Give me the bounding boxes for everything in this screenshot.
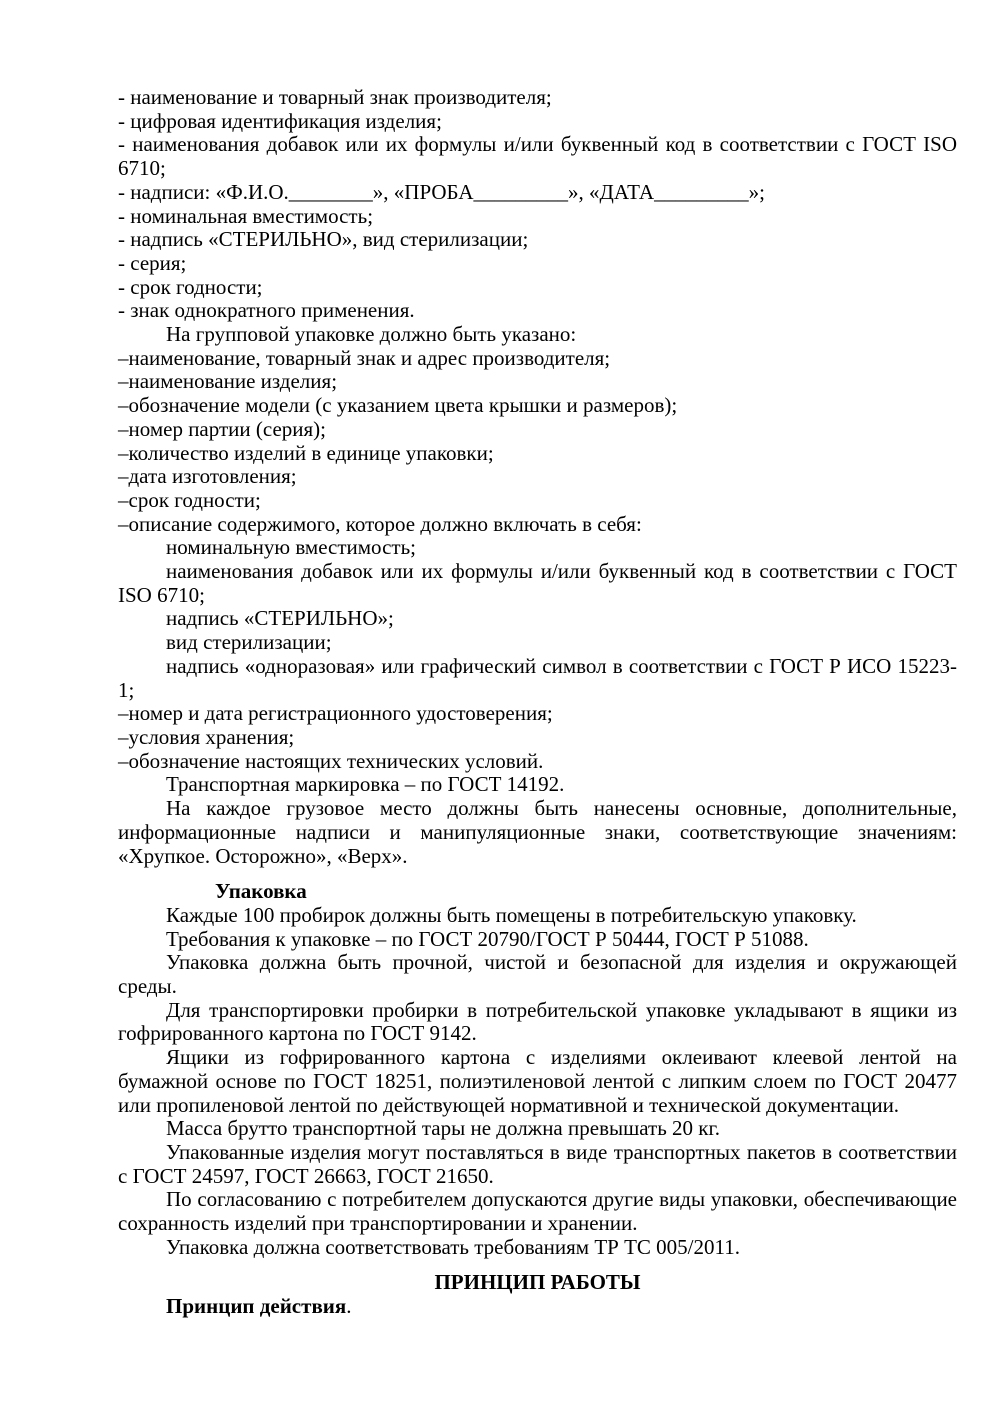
packaging-paragraph: Упаковка должна соответствовать требованиям ТР ТС 005/2011.	[166, 1234, 740, 1259]
transport-marking-paragraph: Транспортная маркировка – по ГОСТ 14192.	[166, 772, 565, 797]
packaging-paragraph: Упакованные изделия могут поставляться в виде транспортных пакетов в соответствии с ГОСТ 24597, ГОСТ 26663, ГОСТ 21650.	[118, 1139, 957, 1188]
group-marking-intro: На групповой упаковке должно быть указано:	[166, 322, 577, 347]
group-marking-item: –описание содержимого, которое должно включать в себя:	[118, 511, 642, 536]
group-marking-item: –условия хранения;	[118, 724, 295, 749]
packaging-paragraph: Упаковка должна быть прочной, чистой и безопасной для изделия и окружающей среды.	[118, 950, 957, 999]
packaging-paragraph: Каждые 100 пробирок должны быть помещены в потребительскую упаковку.	[166, 902, 857, 927]
group-marking-item: –номер партии (серия);	[118, 416, 327, 441]
unit-marking-item: - знак однократного применения.	[118, 298, 415, 323]
group-marking-item: –обозначение настоящих технических условий.	[118, 748, 544, 773]
group-marking-item: –наименование изделия;	[118, 369, 338, 394]
unit-marking-item: - надпись «СТЕРИЛЬНО», вид стерилизации;	[118, 227, 529, 252]
principle-heading: ПРИНЦИП РАБОТЫ	[434, 1270, 641, 1295]
group-marking-item: –количество изделий в единице упаковки;	[118, 440, 494, 465]
group-marking-item: –дата изготовления;	[118, 464, 297, 489]
content-description-item: надпись «СТЕРИЛЬНО»;	[166, 606, 394, 631]
principle-subheading-period: .	[346, 1294, 352, 1319]
unit-marking-item: - наименования добавок или их формулы и/или буквенный код в соответствии с ГОСТ ISO 6710;	[118, 132, 957, 181]
unit-marking-item: - номинальная вместимость;	[118, 203, 374, 228]
principle-subheading	[118, 1295, 957, 1319]
content-description-item: надпись «одноразовая» или графический символ в соответствии с ГОСТ Р ИСО 15223-1;	[118, 653, 957, 702]
cargo-marking-paragraph: На каждое грузовое место должны быть нанесены основные, дополнительные, информационные надписи и манипуляционные знаки, соответствующие значениям: «Хрупкое. Осторожно», «Верх».	[118, 796, 957, 868]
unit-marking-item: - наименование и товарный знак производителя;	[118, 85, 552, 109]
packaging-paragraph: Для транспортировки пробирки в потребительской упаковке укладывают в ящики из гофрированного картона по ГОСТ 9142.	[118, 997, 957, 1046]
unit-marking-item: - срок годности;	[118, 274, 263, 299]
packaging-heading: Упаковка	[215, 879, 307, 904]
document-body	[118, 86, 957, 1319]
packaging-paragraph: Масса брутто транспортной тары не должна превышать 20 кг.	[166, 1116, 720, 1141]
content-description-item: номинальную вместимость;	[166, 535, 416, 560]
packaging-paragraph: Ящики из гофрированного картона с изделиями оклеивают клеевой лентой на бумажной основе по ГОСТ 18251, полиэтиленовой лентой с липким слоем по ГОСТ 20477 или пропиленовой лентой по действующей нормативной и технической документации.	[118, 1045, 957, 1117]
content-description-item: наименования добавок или их формулы и/или буквенный код в соответствии с ГОСТ ISO 6710;	[118, 559, 957, 607]
packaging-paragraph: По согласованию с потребителем допускаются другие виды упаковки, обеспечивающие сохранность изделий при транспортировании и хранении.	[118, 1187, 957, 1236]
packaging-paragraph: Требования к упаковке – по ГОСТ 20790/ГОСТ Р 50444, ГОСТ Р 51088.	[166, 926, 809, 951]
principle-subheading-text: Принцип действия	[166, 1294, 347, 1319]
unit-marking-item: - надписи: «Ф.И.О.________», «ПРОБА_________», «ДАТА_________»;	[118, 179, 765, 204]
group-marking-item: –номер и дата регистрационного удостоверения;	[118, 701, 553, 726]
content-description-item: вид стерилизации;	[166, 630, 332, 655]
group-marking-item: –наименование, товарный знак и адрес производителя;	[118, 345, 611, 370]
group-marking-item: –срок годности;	[118, 487, 261, 512]
unit-marking-item: - цифровая идентификация изделия;	[118, 108, 442, 133]
unit-marking-item: - серия;	[118, 250, 187, 275]
group-marking-item: –обозначение модели (с указанием цвета крышки и размеров);	[118, 393, 678, 418]
